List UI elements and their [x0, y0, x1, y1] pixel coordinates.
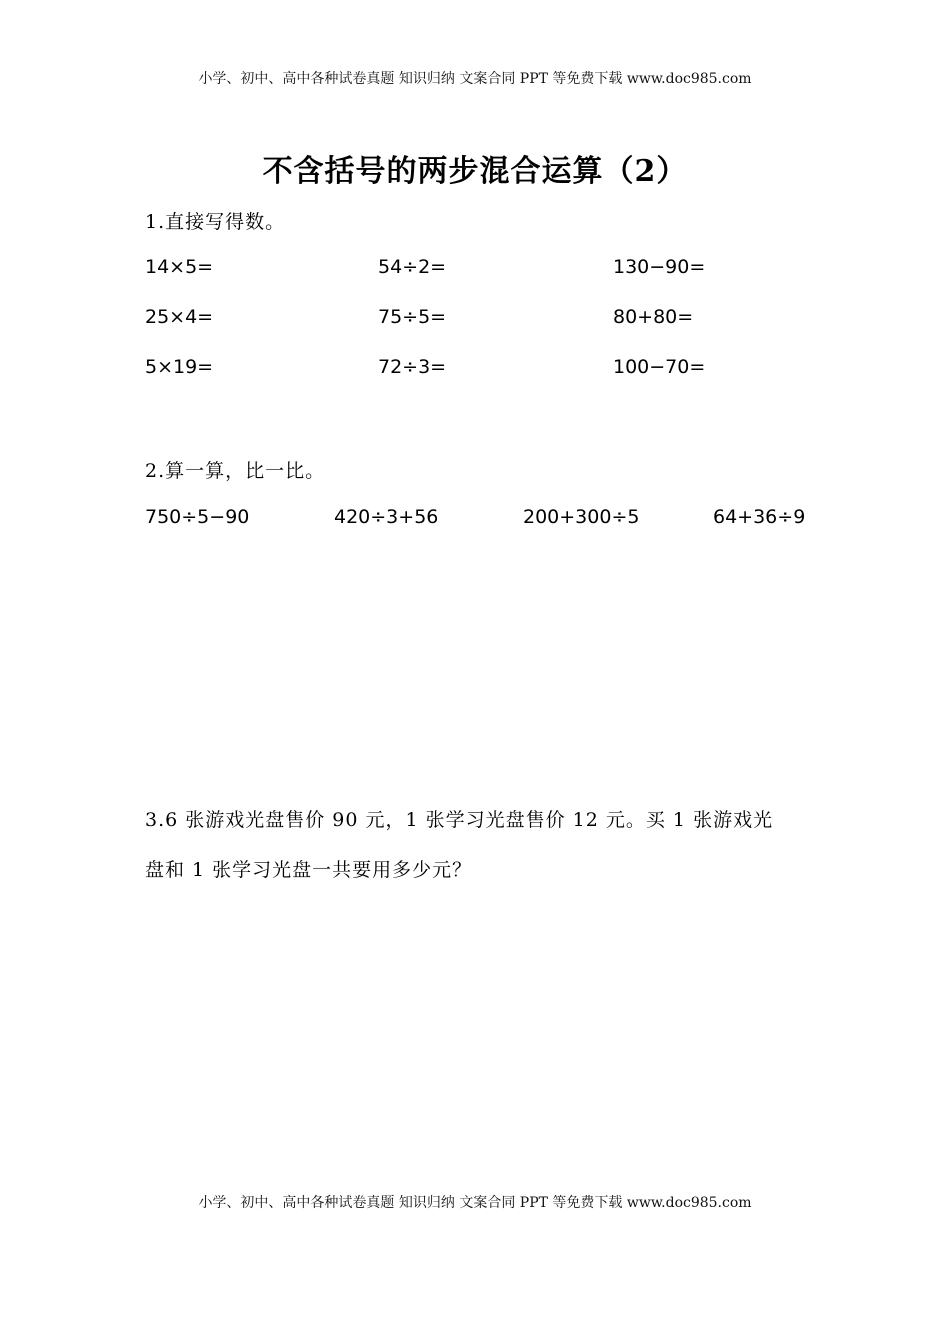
page-header-note: 小学、初中、高中各种试卷真题 知识归纳 文案合同 PPT 等免费下载 www.doc985.com [198, 71, 752, 87]
page-footer-note: 小学、初中、高中各种试卷真题 知识归纳 文案合同 PPT 等免费下载 www.doc985.com [198, 1195, 752, 1211]
q1-expression: 100−70= [613, 356, 706, 378]
q2-expression: 420÷3+56 [334, 506, 439, 528]
page-title: 不含括号的两步混合运算（2） [262, 154, 688, 189]
q2-expression: 64+36÷9 [713, 506, 806, 528]
q1-expression: 80+80= [613, 306, 694, 328]
q1-expression: 14×5= [145, 256, 214, 278]
q2-expression: 200+300÷5 [523, 506, 640, 528]
q1-expression: 130−90= [613, 256, 706, 278]
q1-expression: 25×4= [145, 306, 214, 328]
q1-expression: 75÷5= [378, 306, 447, 328]
question-3-text-line-2: 盘和 1 张学习光盘一共要用多少元？ [145, 859, 473, 881]
q2-expression: 750÷5−90 [145, 506, 250, 528]
question-2-heading: 2.算一算，比一比。 [145, 460, 326, 482]
question-1-heading: 1.直接写得数。 [145, 211, 286, 233]
q1-expression: 5×19= [145, 356, 214, 378]
question-3-text-line-1: 3.6 张游戏光盘售价 90 元，1 张学习光盘售价 12 元。买 1 张游戏光 [145, 809, 774, 831]
q1-expression: 54÷2= [378, 256, 447, 278]
q1-expression: 72÷3= [378, 356, 447, 378]
